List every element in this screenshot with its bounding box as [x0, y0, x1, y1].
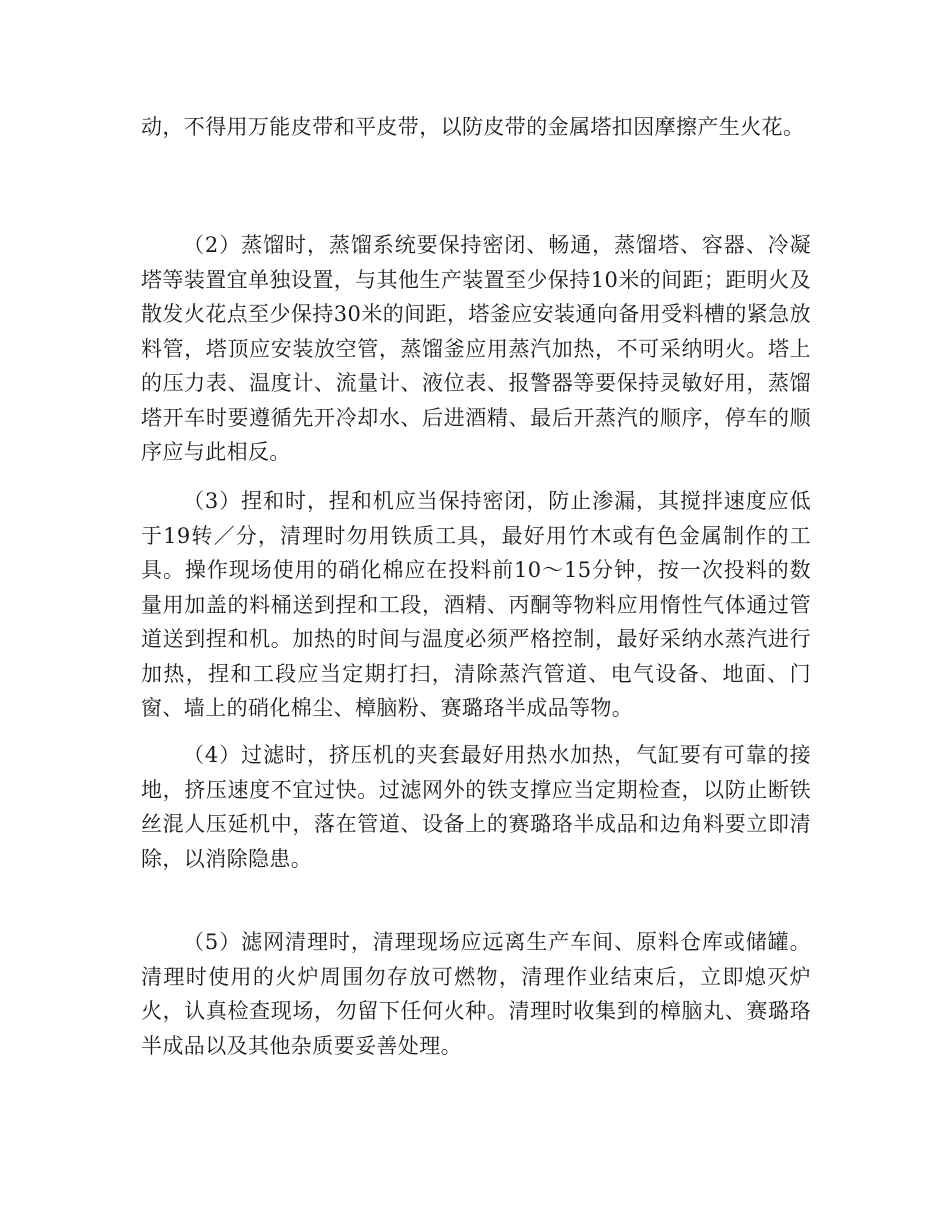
paragraph-continuation: 动，不得用万能皮带和平皮带，以防皮带的金属塔扣因摩擦产生火花。	[141, 115, 805, 139]
paragraph-screen-cleaning: （5）滤网清理时，清理现场应远离生产车间、原料仓库或储罐。清理时使用的火炉周围勿存放可燃物，清理作业结束后，立即熄灭炉火，认真检查现场，勿留下任何火种。清理时收集到的樟脑丸、赛璐珞半成品以及其他杂质要妥善处理。	[141, 930, 811, 1058]
paragraph-filtering: （4）过滤时，挤压机的夹套最好用热水加热，气缸要有可靠的接地，挤压速度不宜过快。过滤网外的铁支撑应当定期检查，以防止断铁丝混人压延机中，落在管道、设备上的赛璐珞半成品和边角料要立即清除，以消除隐患。	[141, 743, 811, 871]
paragraph-distillation: （2）蒸馏时，蒸馏系统要保持密闭、畅通，蒸馏塔、容器、冷凝塔等装置宜单独设置，与其他生产装置至少保持10米的间距；距明火及散发火花点至少保持30米的间距，塔釜应安装通向备用受料槽的紧急放料管，塔顶应安装放空管，蒸馏釜应用蒸汽加热，不可采纳明火。塔上的压力表、温度计、流量计、液位表、报警器等要保持灵敏好用，蒸馏塔开车时要遵循先开冷却水、后进酒精、最后开蒸汽的顺序，停车的顺序应与此相反。	[141, 233, 811, 464]
paragraph-kneading: （3）捏和时，捏和机应当保持密闭，防止渗漏，其搅拌速度应低于19转／分，清理时勿用铁质工具，最好用竹木或有色金属制作的工具。操作现场使用的硝化棉应在投料前10～15分钟，按一次投料的数量用加盖的料桶送到捏和工段，酒精、丙酮等物料应用惰性气体通过管道送到捏和机。加热的时间与温度必须严格控制，最好采纳水蒸汽进行加热，捏和工段应当定期打扫，清除蒸汽管道、电气设备、地面、门窗、墙上的硝化棉尘、樟脑粉、赛璐珞半成品等物。	[141, 489, 811, 720]
